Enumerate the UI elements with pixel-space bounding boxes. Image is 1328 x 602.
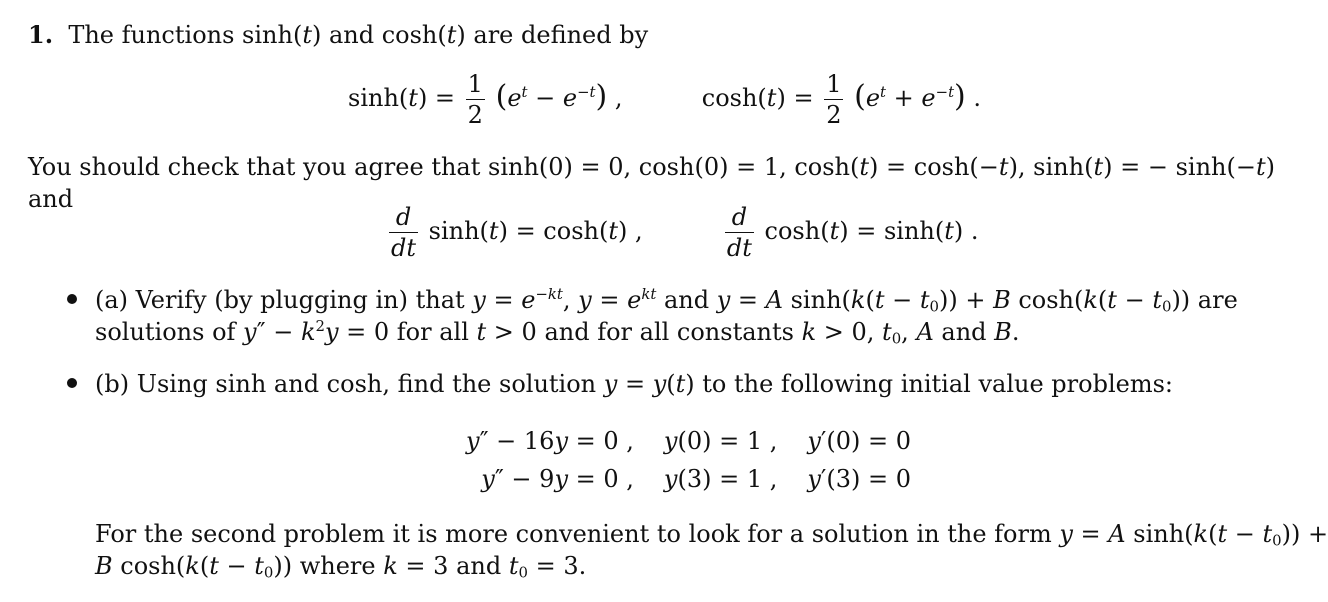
part-a-line1: (a) Verify (by plugging in) that $y = e^{-kt}$, $y = e^{kt}$ and y = A $\sinh(k(t - t_0)) + B$ $\cosh(k(t - t_0))$ are (95, 284, 1238, 316)
derivative-identities: $\frac{d}{dt}$ sinh(t) = cosh(t) , $\frac{d}{dt}$ cosh(t) = sinh(t) . (391, 203, 979, 262)
ivp-system (466, 422, 911, 498)
ivp-ode: y″ − 16y = 0 , (466, 427, 634, 455)
part-b-label: (b) (95, 370, 130, 398)
fraction-d-dt: $\frac{d}{dt}$ (726, 203, 752, 262)
check-text: You should check that you agree that sinh(0) = 0, cosh(0) = 1, cosh(t) = cosh(−t), sinh(t) = − sinh(−t) (28, 153, 1275, 181)
ivp-ic2: y′(3) = 0 (807, 465, 912, 493)
ivp-ic1: y(3) = 1 , (663, 465, 778, 493)
fraction-one-half: $\frac{1}{2}$ (826, 70, 842, 129)
and-text: and (28, 185, 74, 213)
problem-number: 1. (28, 20, 54, 49)
definitions-equation: sinh(t) = $\frac{1}{2}$ $(e^t - e^{-t})$ , cosh(t) = $\frac{1}{2}$ $(e^t + e^{-t})$ . (348, 70, 982, 129)
part-a-label: (a) (95, 286, 129, 314)
part-b-line1: (b) Using sinh and cosh, find the solution y = y(t) to the following initial value problems: (95, 370, 1173, 398)
bullet-icon (67, 294, 77, 304)
problem-intro (28, 19, 648, 51)
ivp-row (466, 422, 911, 460)
ivp-ic1: y(0) = 1 , (663, 427, 778, 455)
ivp-ic2: y′(0) = 0 (807, 427, 912, 455)
ivp-row (466, 460, 911, 498)
ivp-ode: y″ − 9y = 0 , (481, 465, 634, 493)
fraction-d-dt: $\frac{d}{dt}$ (391, 203, 417, 262)
intro-text: The functions sinh(t) and cosh(t) are defined by (60, 21, 649, 49)
part-b-note-line1: For the second problem it is more convenient to look for a solution in the form y = A $\sinh(k(t - t_0))$ + (95, 520, 1328, 550)
part-b-note-line2: B $\cosh(k(t - t_0))$ where k = 3 and $t_0 = 3$. (95, 552, 587, 582)
bullet-icon (67, 378, 77, 388)
fraction-one-half: $\frac{1}{2}$ (467, 70, 483, 129)
part-a-line2: solutions of $y'' - k^2y = 0$ for all t > 0 and for all constants k > 0, $t_0$, A and B. (95, 316, 1020, 348)
